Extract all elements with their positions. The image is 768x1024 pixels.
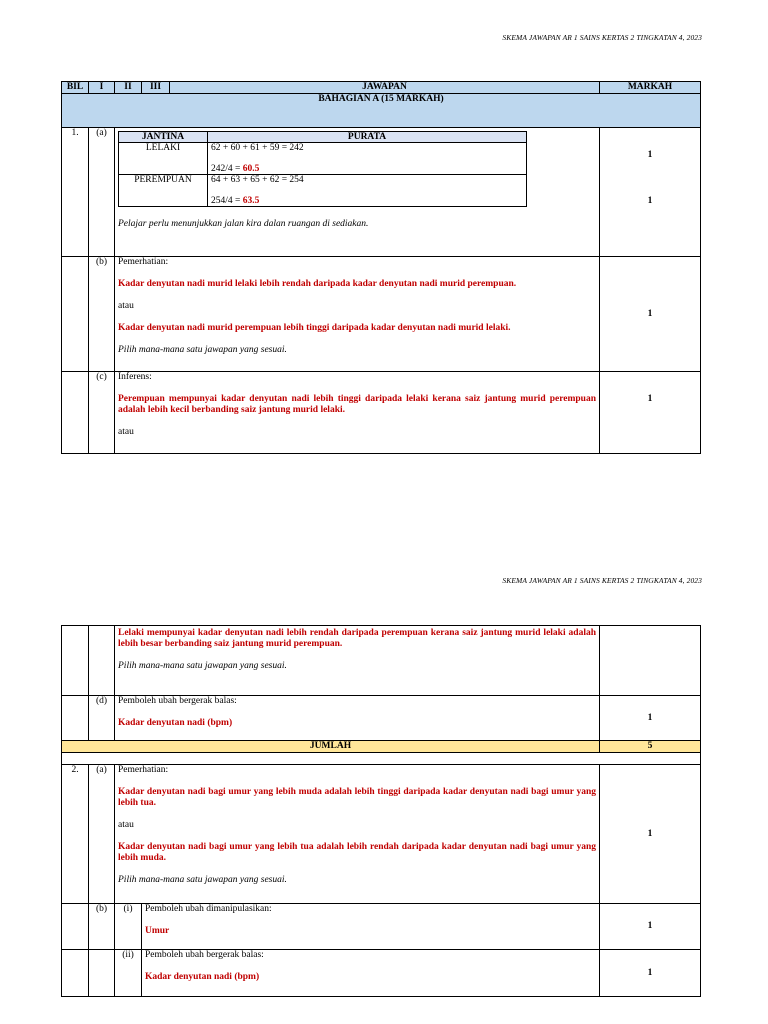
q1b-answer-2: Kadar denyutan nadi murid perempuan lebih tinggi daripada kadar denyutan nadi murid lelaki.: [118, 323, 511, 333]
or-text: atau: [118, 427, 134, 437]
division-text: 242/4 = 60.5: [211, 164, 260, 174]
col-iii: III: [142, 82, 170, 94]
q2a-heading: Pemerhatian:: [118, 765, 169, 775]
q1-number: 1.: [62, 128, 89, 257]
q1b-heading: Pemerhatian:: [118, 257, 169, 267]
head-purata: PURATA: [208, 132, 527, 143]
col-jawapan: JAWAPAN: [170, 82, 600, 94]
q1a-row: [62, 128, 701, 257]
q1c-answer: [115, 372, 600, 454]
average-table: [118, 131, 527, 207]
q1b-row: [62, 257, 701, 372]
q1c-mark: [600, 372, 701, 454]
or-text: atau: [118, 301, 134, 311]
q1c-answer-continued: [115, 626, 600, 696]
q1c-row: [62, 372, 701, 454]
q1b-answer-1: Kadar denyutan nadi murid lelaki lebih rendah daripada kadar denyutan nadi murid perempuan.: [118, 279, 517, 289]
mark-value: 1: [647, 394, 653, 404]
q1c-answer-1: Perempuan mempunyai kadar denyutan nadi lebih tinggi daripada lelaki kerana saiz jantung murid perempuan adalah lebih kecil berbanding saiz jantung murid lelaki.: [118, 394, 596, 415]
col-ii: II: [115, 82, 142, 94]
q1b-mark: 1: [600, 257, 701, 372]
q2bii-heading: Pemboleh ubah bergerak balas:: [145, 950, 264, 960]
q2-number: 2.: [62, 765, 89, 904]
gender-cell: LELAKI: [119, 143, 208, 175]
sum-text: 64 + 63 + 65 + 62 = 254: [211, 175, 304, 185]
q2a-answer-2: Kadar denyutan nadi bagi umur yang lebih tua adalah lebih rendah daripada kadar denyutan nadi bagi umur yang lebih muda.: [118, 842, 597, 863]
q2bi-row: [62, 904, 701, 950]
q1a-note: Pelajar perlu menunjukkan jalan kira dalan ruangan di sediakan.: [118, 219, 369, 229]
q1d-label: (d): [89, 696, 115, 741]
q2bii-row: [62, 950, 701, 997]
or-text: atau: [118, 820, 134, 830]
q1d-mark: 1: [600, 696, 701, 741]
table-header-row: [62, 82, 701, 94]
answer-table-page-2: [61, 625, 701, 997]
average-table-header: [119, 132, 527, 143]
q2bii-answer: [142, 950, 600, 997]
average-answer: 60.5: [242, 164, 260, 174]
total-row: [62, 741, 701, 753]
q2bi-answer: [142, 904, 600, 950]
q1d-heading: Pemboleh ubah bergerak balas:: [118, 696, 237, 706]
q2a-row: [62, 765, 701, 904]
gender-cell: PEREMPUAN: [119, 175, 208, 207]
page-header-2: SKEMA JAWAPAN AR 1 SAINS KERTAS 2 TINGKATAN 4, 2023: [502, 576, 702, 585]
q1c-label: (c): [89, 372, 115, 454]
total-label: JUMLAH: [62, 741, 600, 753]
answer-table-page-1: [61, 81, 701, 454]
q1d-answer: [115, 696, 600, 741]
q2a-mark: 1: [600, 765, 701, 904]
total-value: 5: [600, 741, 701, 753]
q1c-continued-row: [62, 626, 701, 696]
division-text: 254/4 = 63.5: [211, 196, 260, 206]
sum-text: 62 + 60 + 61 + 59 = 242: [211, 143, 304, 153]
q1c-note: Pilih mana-mana satu jawapan yang sesuai.: [118, 661, 287, 671]
q1a-label: (a): [89, 128, 115, 257]
q1d-row: [62, 696, 701, 741]
mark-value: 1: [647, 150, 653, 160]
q2bii-mark: 1: [600, 950, 701, 997]
q2a-answer: [115, 765, 600, 904]
q2bi-heading: Pemboleh ubah dimanipulasikan:: [145, 904, 272, 914]
col-i: I: [89, 82, 115, 94]
section-row: [62, 94, 701, 128]
average-answer: 63.5: [242, 196, 260, 206]
average-row-lelaki: [119, 143, 527, 175]
q2bii-label: (ii): [115, 950, 142, 997]
q1c-heading: Inferens:: [118, 372, 152, 382]
calc-cell: [208, 175, 527, 207]
head-jantina: JANTINA: [119, 132, 208, 143]
q1d-answer-text: Kadar denyutan nadi (bpm): [118, 718, 233, 728]
q2a-note: Pilih mana-mana satu jawapan yang sesuai.: [118, 875, 287, 885]
section-title: BAHAGIAN A (15 MARKAH): [62, 94, 701, 128]
q1b-answer: [115, 257, 600, 372]
q2b-label: (b): [89, 904, 115, 950]
q2bi-answer-text: Umur: [145, 926, 170, 936]
q2bi-label: (i): [115, 904, 142, 950]
q1a-marks: [600, 128, 701, 257]
mark-value: 1: [647, 196, 653, 206]
q2a-answer-1: Kadar denyutan nadi bagi umur yang lebih muda adalah lebih tinggi daripada kadar denyutan nadi bagi umur yang lebih tua.: [118, 787, 597, 808]
q1b-note: Pilih mana-mana satu jawapan yang sesuai.: [118, 345, 287, 355]
q1c-answer-2: Lelaki mempunyai kadar denyutan nadi lebih rendah daripada perempuan kerana saiz jantung murid lelaki adalah lebih besar berbanding saiz jantung murid perempuan.: [118, 628, 597, 649]
q2bi-mark: 1: [600, 904, 701, 950]
col-markah: MARKAH: [600, 82, 701, 94]
page-header: SKEMA JAWAPAN AR 1 SAINS KERTAS 2 TINGKATAN 4, 2023: [502, 33, 702, 42]
q1b-label: (b): [89, 257, 115, 372]
spacer-row: [62, 753, 701, 765]
average-row-perempuan: [119, 175, 527, 207]
q1a-answer: [115, 128, 600, 257]
q2a-label: (a): [89, 765, 115, 904]
q2bii-answer-text: Kadar denyutan nadi (bpm): [145, 972, 260, 982]
col-bil: BIL: [62, 82, 89, 94]
calc-cell: [208, 143, 527, 175]
